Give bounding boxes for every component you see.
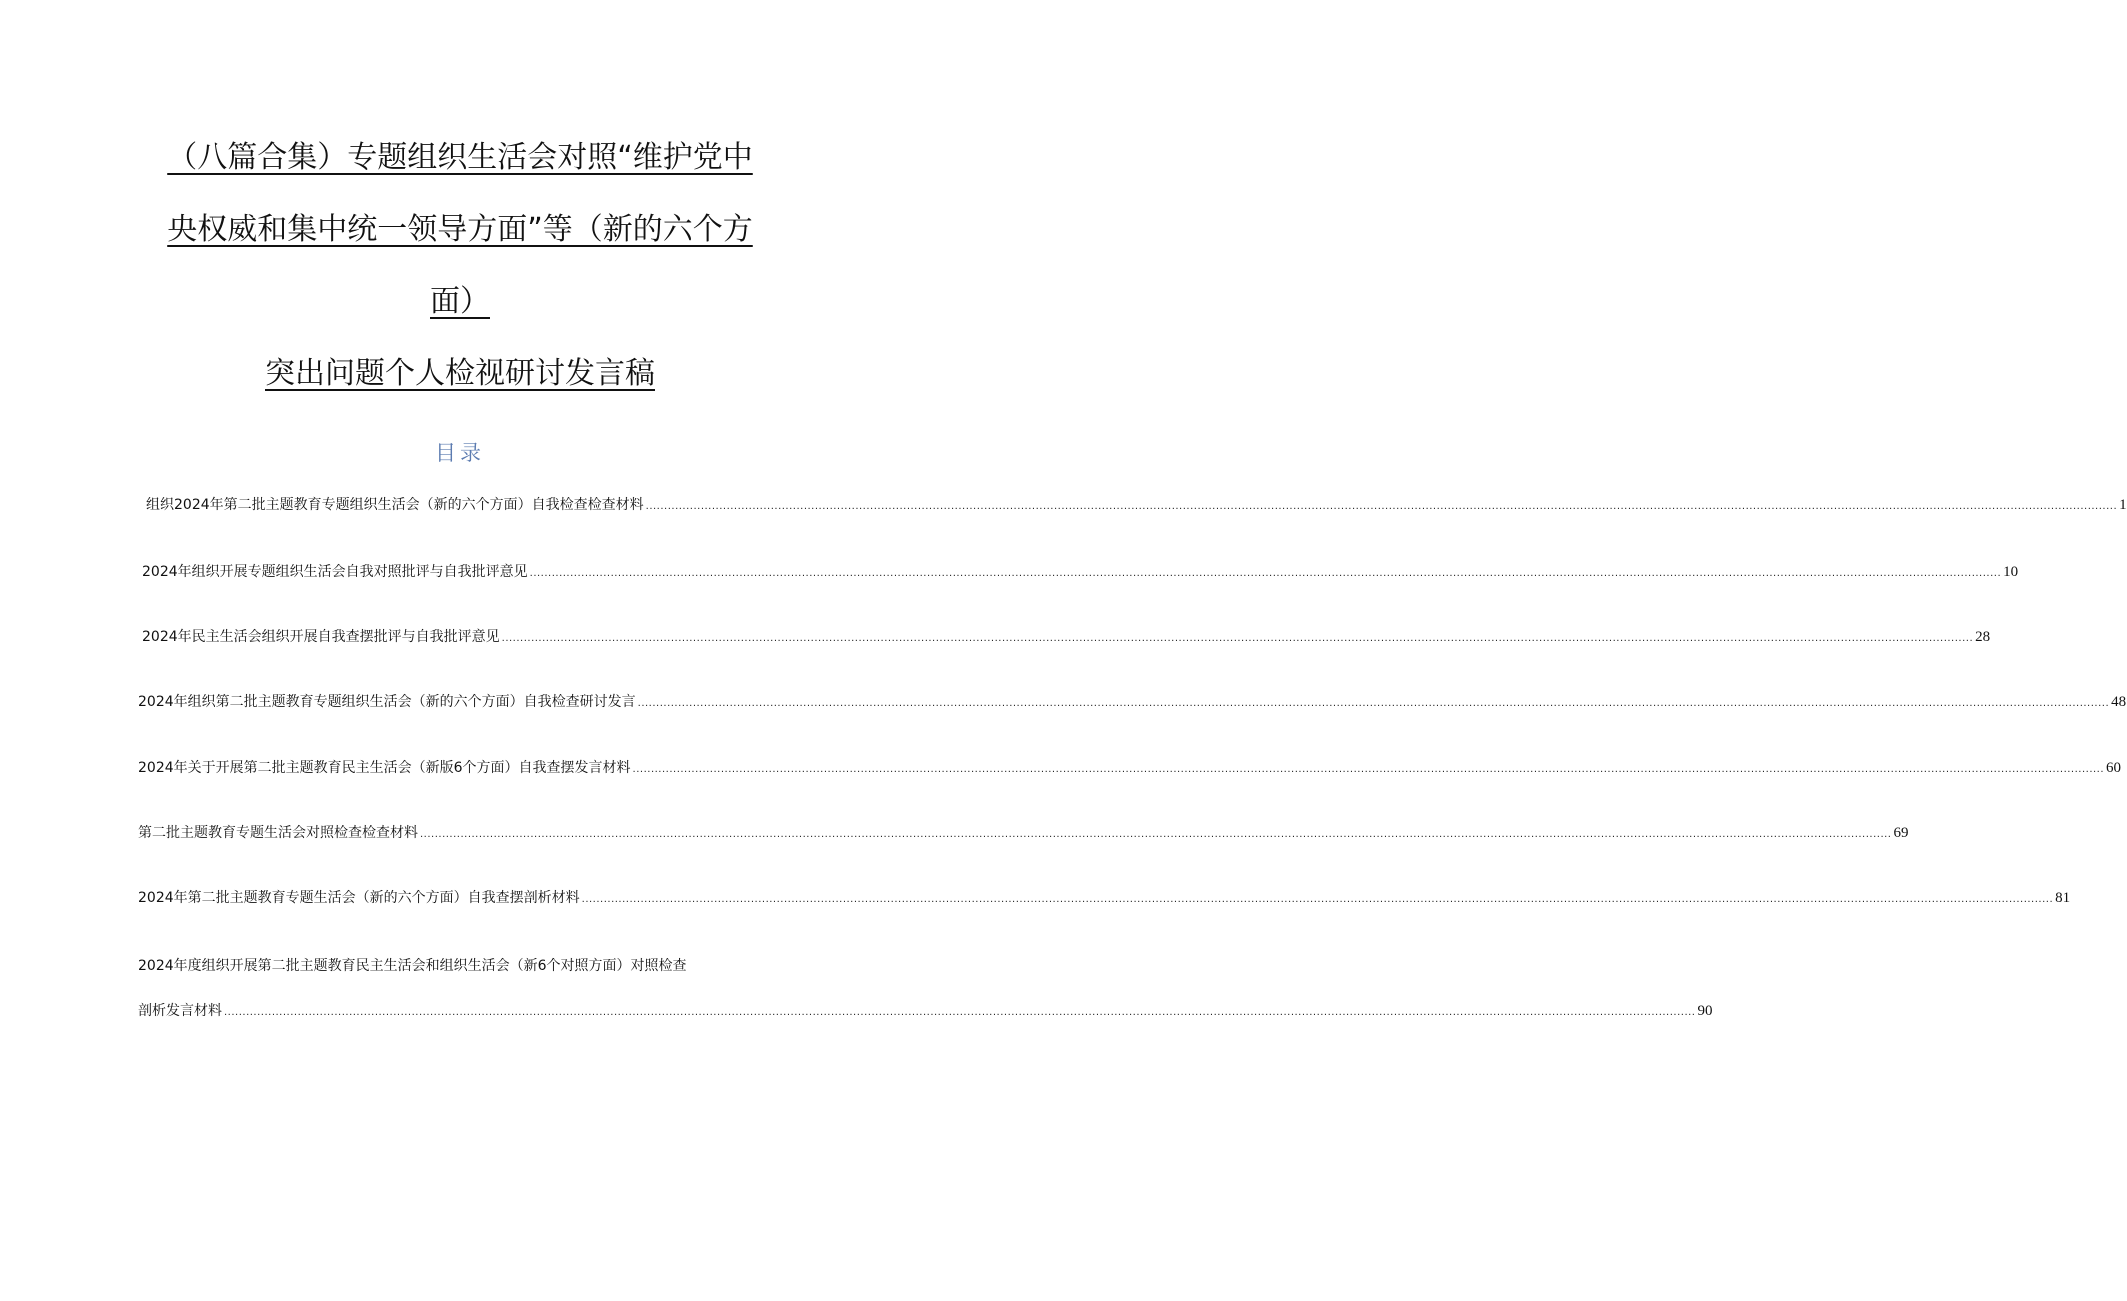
toc-entry-label: 2024年关于开展第二批主题教育民主生活会（新版6个方面）自我查摆发言材料 bbox=[138, 760, 631, 776]
toc-leader-dots: ................................................................................................................................................................................................................................................................................................................................................................................................................ bbox=[632, 764, 2105, 775]
toc-heading: 目录 bbox=[435, 441, 485, 465]
toc-entry-page: 10 bbox=[2003, 564, 2019, 580]
document-title-line-1: （八篇合集）专题组织生活会对照“维护党中 bbox=[167, 140, 753, 175]
toc-entry-label: 第二批主题教育专题生活会对照检查检查材料 bbox=[138, 825, 418, 841]
toc-entry[interactable] bbox=[146, 495, 2127, 517]
toc-leader-dots: ................................................................................................................................................................................................................................................................................................................................................................................................................ bbox=[529, 568, 2002, 579]
toc-entry-page: 48 bbox=[2111, 694, 2127, 710]
toc-entry[interactable] bbox=[142, 562, 2019, 584]
toc-entry[interactable] bbox=[138, 692, 2127, 714]
toc-leader-dots: ................................................................................................................................................................................................................................................................................................................................................................................................................ bbox=[581, 894, 2054, 905]
toc-leader-dots: ................................................................................................................................................................................................................................................................................................................................................................................................................ bbox=[645, 501, 2118, 512]
toc-entry-page: 28 bbox=[1975, 629, 1991, 645]
toc-entry-label: 组织2024年第二批主题教育专题组织生活会（新的六个方面）自我检查检查材料 bbox=[146, 497, 644, 513]
toc-entry-label: 2024年民主生活会组织开展自我查摆批评与自我批评意见 bbox=[142, 629, 500, 645]
toc-leader-dots: ................................................................................................................................................................................................................................................................................................................................................................................................................ bbox=[420, 829, 1892, 840]
document-title-line-4: 突出问题个人检视研讨发言稿 bbox=[265, 356, 655, 391]
toc-entry-page: 60 bbox=[2106, 760, 2122, 776]
toc-entry-page: 81 bbox=[2055, 890, 2071, 906]
toc-entry-page: 1 bbox=[2119, 497, 2127, 513]
toc-entry[interactable] bbox=[142, 627, 1991, 649]
toc-entry-page: 90 bbox=[1697, 1003, 1713, 1019]
toc-entry[interactable] bbox=[138, 888, 2071, 910]
toc-entry-label: 2024年组织第二批主题教育专题组织生活会（新的六个方面）自我检查研讨发言 bbox=[138, 694, 636, 710]
toc-entry[interactable] bbox=[138, 758, 2122, 780]
toc-leader-dots: ................................................................................................................................................................................................................................................................................................................................................................................................................ bbox=[637, 698, 2110, 709]
document-title-line-2: 央权威和集中统一领导方面”等（新的六个方 bbox=[167, 212, 753, 247]
toc-entry[interactable] bbox=[138, 1001, 1713, 1023]
toc-entry-label: 2024年第二批主题教育专题生活会（新的六个方面）自我查摆剖析材料 bbox=[138, 890, 580, 906]
toc-entry-label-continued: 剖析发言材料 bbox=[138, 1003, 222, 1019]
toc-entry[interactable] bbox=[138, 823, 1909, 845]
document-title-line-3: 面） bbox=[430, 284, 490, 319]
toc-entry-label: 2024年组织开展专题组织生活会自我对照批评与自我批评意见 bbox=[142, 564, 528, 580]
toc-entry-page: 69 bbox=[1893, 825, 1909, 841]
toc-entry-label[interactable]: 2024年度组织开展第二批主题教育民主生活会和组织生活会（新6个对照方面）对照检查 bbox=[138, 958, 687, 974]
toc-leader-dots: ................................................................................................................................................................................................................................................................................................................................................................................................................ bbox=[224, 1007, 1696, 1018]
toc-leader-dots: ................................................................................................................................................................................................................................................................................................................................................................................................................ bbox=[501, 633, 1974, 644]
